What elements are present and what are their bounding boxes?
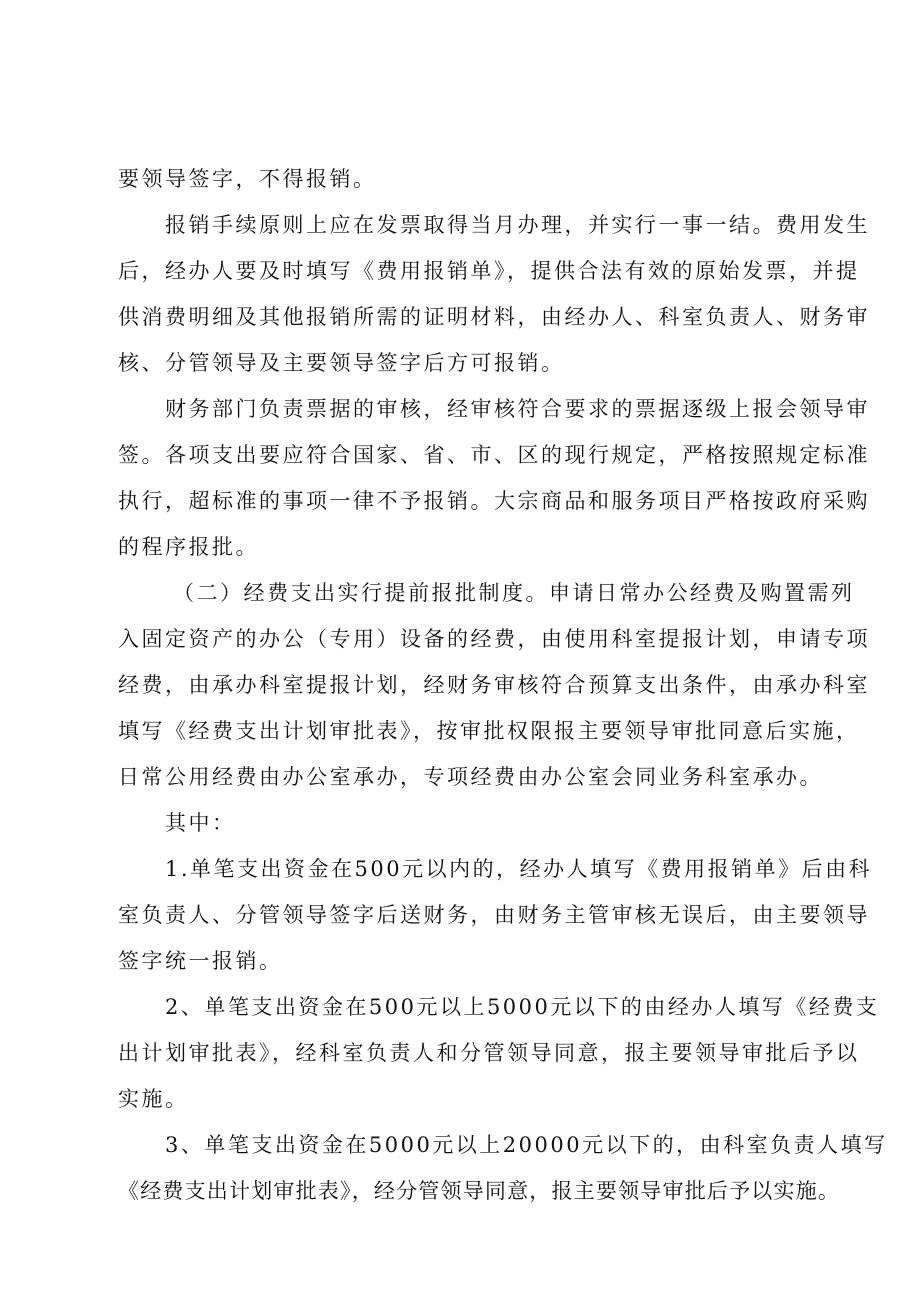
text-line: 财务部门负责票据的审核，经审核符合要求的票据逐级上报会领导审 <box>165 397 870 421</box>
text-line: 核、分管领导及主要领导签字后方可报销。 <box>118 351 565 375</box>
text-line: 《经费支出计划审批表》，经分管领导同意，报主要领导审批后予以实施。 <box>118 1179 841 1203</box>
text-line: 签。各项支出要应符合国家、省、市、区的现行规定，严格按照规定标准 <box>118 443 870 467</box>
text-line: 室负责人、分管领导签字后送财务，由财务主管审核无误后，由主要领导 <box>118 903 870 927</box>
text-line: 签字统一报销。 <box>118 949 283 973</box>
text-line: 实施。 <box>118 1087 189 1111</box>
text-line: 入固定资产的办公（专用）设备的经费，由使用科室提报计划，申请专项 <box>118 627 870 651</box>
text-line: 出计划审批表》，经科室负责人和分管领导同意，报主要领导审批后予以 <box>118 1041 860 1065</box>
text-line: 日常公用经费由办公室承办，专项经费由办公室会同业务科室承办。 <box>118 765 823 789</box>
text-line: 2、单笔支出资金在500元以上5000元以下的由经办人填写《经费支 <box>165 995 880 1019</box>
text-line: 要领导签字，不得报销。 <box>118 167 377 191</box>
text-line: 经费，由承办科室提报计划，经财务审核符合预算支出条件，由承办科室 <box>118 673 870 697</box>
text-line: 报销手续原则上应在发票取得当月办理，并实行一事一结。费用发生 <box>165 213 870 237</box>
text-line: 的程序报批。 <box>118 535 259 559</box>
text-line: 其中： <box>165 811 236 835</box>
text-line: （二）经费支出实行提前报批制度。申请日常办公经费及购置需列 <box>173 581 855 605</box>
text-line: 后，经办人要及时填写《费用报销单》，提供合法有效的原始发票，并提 <box>118 259 860 283</box>
text-line: 3、单笔支出资金在5000元以上20000元以下的，由科室负责人填写 <box>165 1133 888 1157</box>
text-line: 1.单笔支出资金在500元以内的，经办人填写《费用报销单》后由科 <box>165 857 873 881</box>
text-line: 供消费明细及其他报销所需的证明材料，由经办人、科室负责人、财务审 <box>118 305 870 329</box>
text-line: 执行，超标准的事项一律不予报销。大宗商品和服务项目严格按政府采购 <box>118 489 870 513</box>
text-line: 填写《经费支出计划审批表》，按审批权限报主要领导审批同意后实施， <box>118 719 860 743</box>
